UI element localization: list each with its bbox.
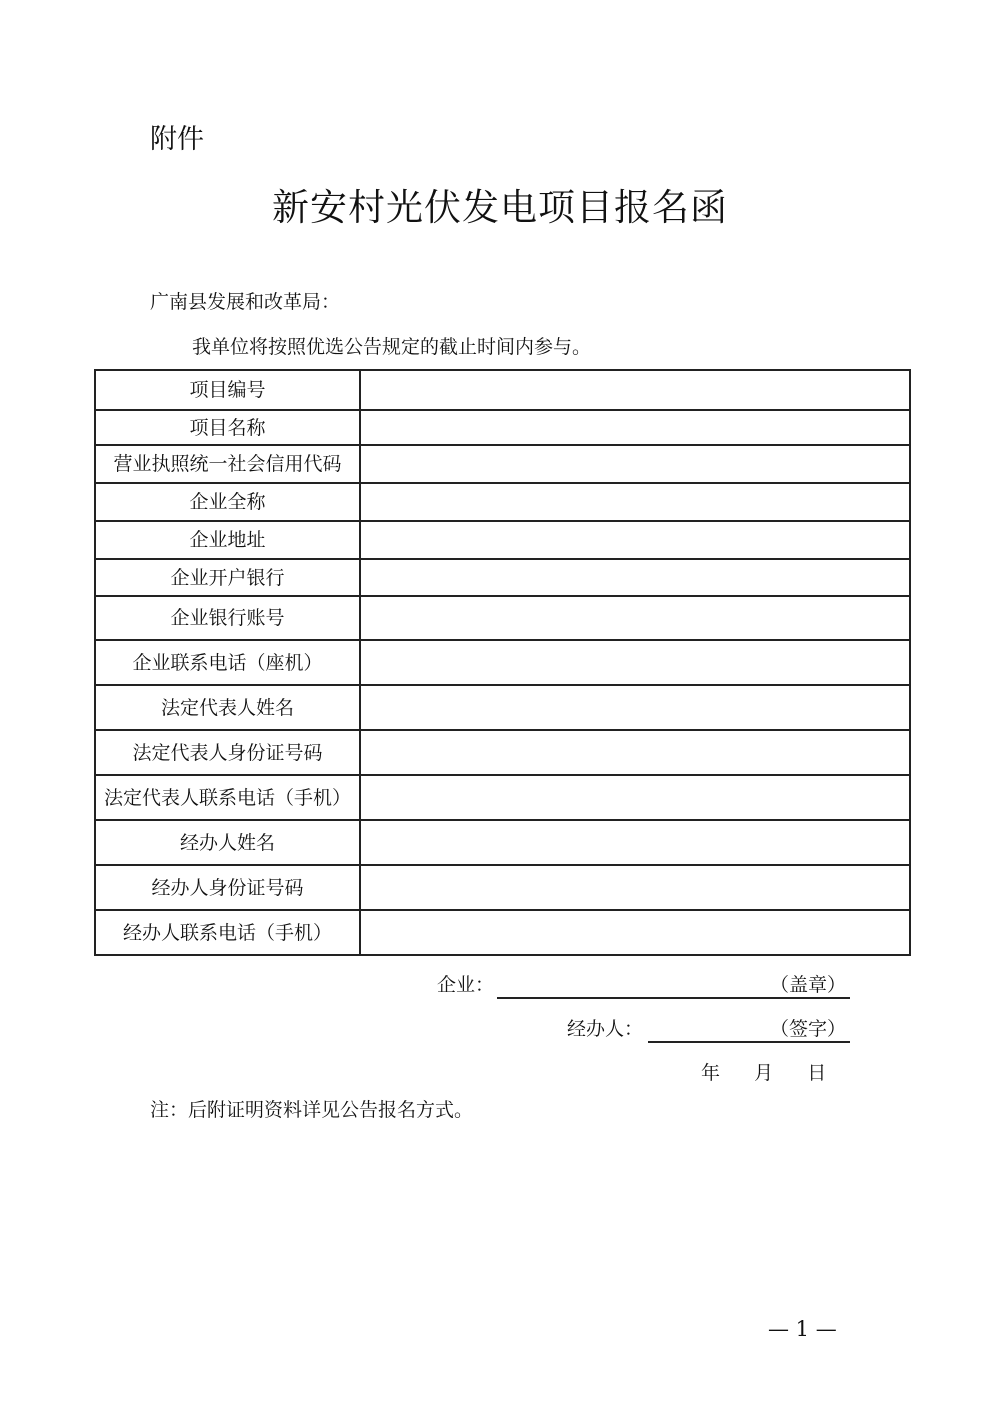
form-row-agent-id [95, 865, 910, 910]
form-value-cell[interactable] [360, 596, 910, 640]
form-label: 经办人姓名 [95, 820, 360, 865]
form-row-legal-rep-name [95, 685, 910, 730]
form-value-cell[interactable] [360, 775, 910, 820]
form-value-cell[interactable] [360, 820, 910, 865]
intro-paragraph: 我单位将按照优选公告规定的截止时间内参与。 [192, 336, 592, 358]
agent-signature-line [567, 1016, 850, 1044]
addressee: 广南县发展和改革局： [150, 291, 341, 313]
form-row-credit-code [95, 445, 910, 483]
form-row-agent-name [95, 820, 910, 865]
agent-signature-note: （签字） [769, 1018, 846, 1040]
form-label: 项目名称 [95, 410, 360, 445]
date-year: 年 [701, 1062, 721, 1084]
page-number: — 1 — [768, 1317, 837, 1341]
form-row-company-name [95, 483, 910, 521]
form-label: 法定代表人身份证号码 [95, 730, 360, 775]
form-row-company-address [95, 521, 910, 559]
company-label: 企业： [437, 974, 495, 996]
form-label: 企业全称 [95, 483, 360, 521]
form-row-bank-account [95, 596, 910, 640]
form-label: 企业开户银行 [95, 559, 360, 596]
form-label: 经办人身份证号码 [95, 865, 360, 910]
form-row-bank [95, 559, 910, 596]
company-seal-line [437, 972, 850, 1000]
document-title: 新安村光伏发电项目报名函 [272, 186, 728, 229]
form-row-legal-rep-phone [95, 775, 910, 820]
form-value-cell[interactable] [360, 640, 910, 685]
form-label: 法定代表人联系电话（手机） [95, 775, 360, 820]
form-value-cell[interactable] [360, 559, 910, 596]
form-label: 企业地址 [95, 521, 360, 559]
form-value-cell[interactable] [360, 865, 910, 910]
form-value-cell[interactable] [360, 445, 910, 483]
form-row-project-name [95, 410, 910, 445]
form-value-cell[interactable] [360, 521, 910, 559]
form-value-cell[interactable] [360, 410, 910, 445]
form-label: 营业执照统一社会信用代码 [95, 445, 360, 483]
attachment-label: 附件 [150, 124, 204, 155]
form-value-cell[interactable] [360, 483, 910, 521]
date-day: 日 [807, 1062, 827, 1084]
agent-label: 经办人： [567, 1018, 644, 1040]
footnote: 注：后附证明资料详见公告报名方式。 [150, 1099, 474, 1121]
form-row-company-phone [95, 640, 910, 685]
form-value-cell[interactable] [360, 910, 910, 955]
form-label: 企业银行账号 [95, 596, 360, 640]
form-label: 企业联系电话（座机） [95, 640, 360, 685]
form-value-cell[interactable] [360, 370, 910, 410]
form-row-project-number [95, 370, 910, 410]
company-seal-note: （盖章） [769, 974, 846, 996]
form-value-cell[interactable] [360, 730, 910, 775]
date-month: 月 [754, 1062, 774, 1084]
form-value-cell[interactable] [360, 685, 910, 730]
date-line [701, 1060, 826, 1086]
registration-form-table [94, 369, 911, 956]
form-label: 经办人联系电话（手机） [95, 910, 360, 955]
form-row-legal-rep-id [95, 730, 910, 775]
form-label: 法定代表人姓名 [95, 685, 360, 730]
form-label: 项目编号 [95, 370, 360, 410]
form-row-agent-phone [95, 910, 910, 955]
